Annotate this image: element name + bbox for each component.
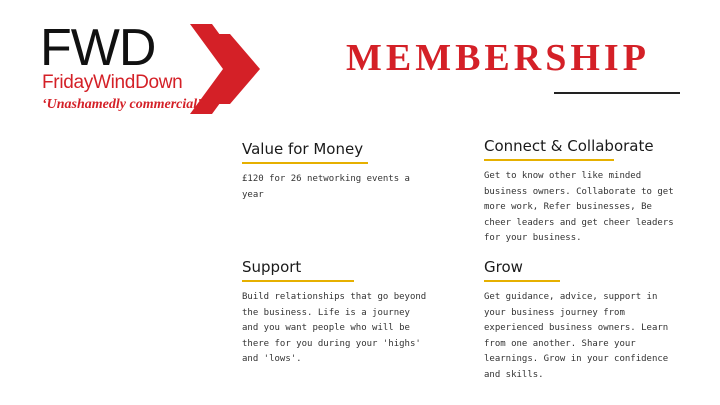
section-grow: [484, 258, 674, 383]
logo-acronym: FWD: [40, 19, 156, 77]
section-body: Get guidance, advice, support in your business journey from experienced business owners. Learn from one another. Share your learnings. Grow in your confidence and skills.: [484, 292, 669, 380]
section-value-for-money: [242, 140, 422, 203]
heading-underline: [242, 162, 368, 164]
section-heading: Support: [242, 258, 302, 276]
section-heading: Connect & Collaborate: [484, 137, 654, 155]
chevron-arrows-icon: [190, 24, 270, 114]
section-connect-collaborate: [484, 137, 674, 247]
section-body: Build relationships that go beyond the business. Life is a journey and you want people who will be there for you during your 'highs' and 'lows'.: [242, 292, 427, 364]
fwd-logo: [40, 19, 270, 117]
logo-tagline: ‘Unashamedly commercial’: [42, 97, 202, 112]
heading-underline: [484, 280, 560, 282]
section-support: [242, 258, 427, 368]
title-underline: [554, 92, 680, 94]
section-body: Get to know other like minded business owners. Collaborate to get more work, Refer businesses, Be cheer leaders and get cheer leaders for your business.: [484, 171, 674, 243]
page-title: MEMBERSHIP: [346, 37, 650, 79]
section-body: £120 for 26 networking events a year: [242, 174, 410, 200]
logo-brand-name: FridayWindDown: [42, 72, 183, 93]
heading-underline: [242, 280, 354, 282]
section-heading: Value for Money: [242, 140, 364, 158]
section-heading: Grow: [484, 258, 523, 276]
heading-underline: [484, 159, 614, 161]
